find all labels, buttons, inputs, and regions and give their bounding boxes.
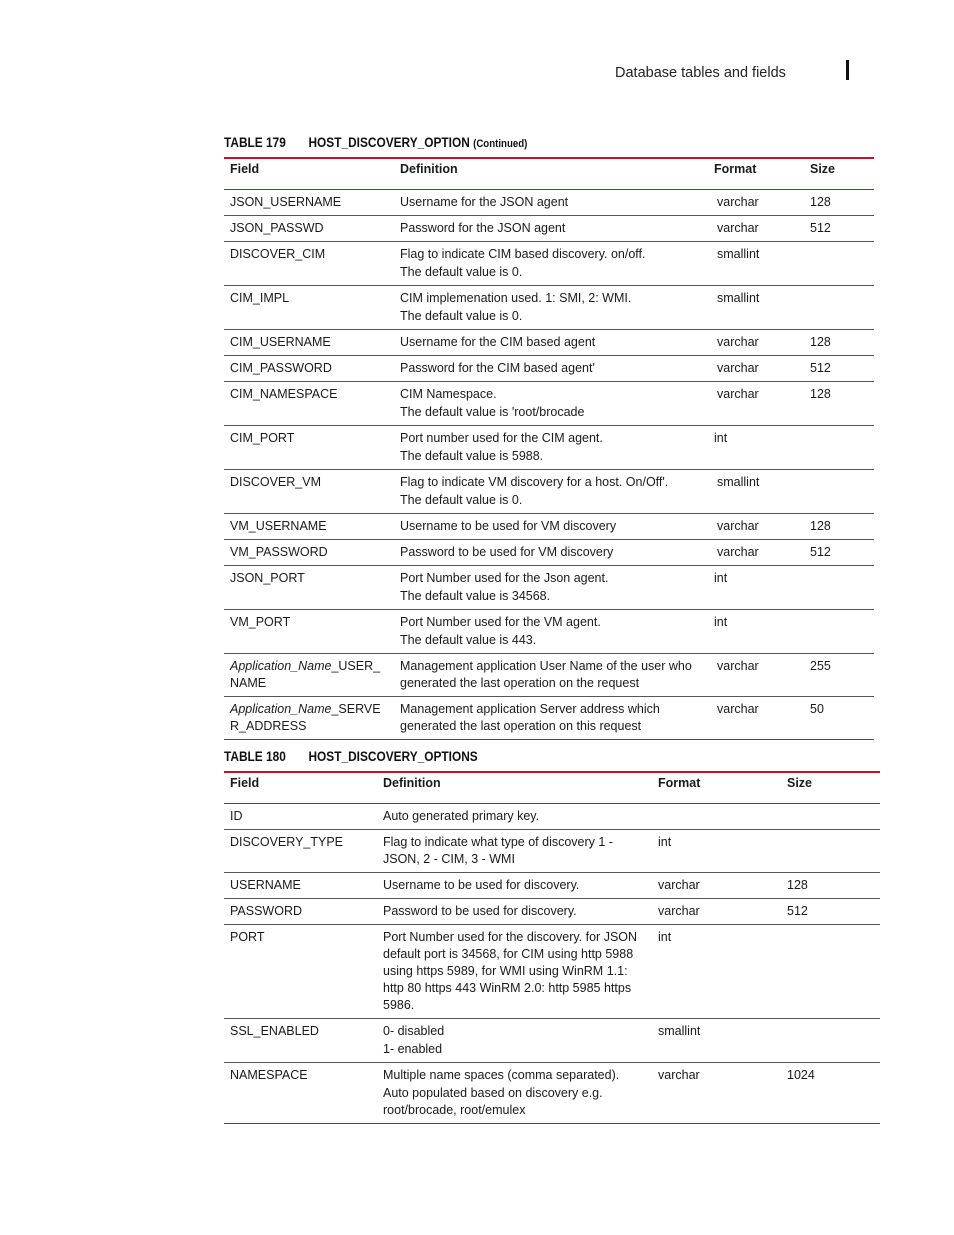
format-cell: smallint	[708, 286, 804, 330]
size-cell: 1024	[781, 1063, 880, 1124]
table-row	[224, 804, 880, 830]
definition-line: Password for the CIM based agent'	[400, 361, 595, 375]
definition-cell	[394, 190, 708, 216]
column-header-field: Field	[224, 772, 377, 804]
field-cell	[224, 470, 394, 514]
definition-line: Flag to indicate CIM based discovery. on/off.	[400, 247, 646, 261]
field-name: _SERVER_ADDRESS	[230, 702, 381, 733]
size-cell	[781, 804, 880, 830]
size-cell	[804, 286, 874, 330]
format-cell	[652, 804, 781, 830]
table-row	[224, 242, 874, 286]
table-row	[224, 1063, 880, 1124]
field-cell	[224, 242, 394, 286]
format-cell: varchar	[652, 873, 781, 899]
definition-cell	[377, 873, 652, 899]
field-name: DISCOVER_VM	[230, 475, 321, 489]
field-cell	[224, 830, 377, 873]
definition-cell	[377, 1063, 652, 1124]
definition-line: Username for the JSON agent	[400, 195, 569, 209]
table-row	[224, 1019, 880, 1063]
table-179-caption	[224, 135, 527, 150]
size-cell: 128	[781, 873, 880, 899]
format-cell: int	[652, 830, 781, 873]
definition-cell	[377, 925, 652, 1019]
format-cell: int	[708, 426, 804, 470]
table-row	[224, 286, 874, 330]
definition-line: Port Number used for the discovery. for JSON default port is 34568, for CIM using http 5988 using https 5989, for WMI using WinRM 1.1: http 80 https 443 WinRM 2.0: http 5985 https 5986.	[383, 930, 638, 1012]
table-row	[224, 830, 880, 873]
field-cell	[224, 610, 394, 654]
field-name: DISCOVERY_TYPE	[230, 835, 344, 849]
size-cell: 512	[781, 899, 880, 925]
size-cell	[804, 426, 874, 470]
definition-cell	[394, 286, 708, 330]
definition-line: CIM implemenation used. 1: SMI, 2: WMI.	[400, 291, 632, 305]
size-cell	[804, 242, 874, 286]
table-179	[224, 157, 874, 740]
format-cell: varchar	[708, 330, 804, 356]
definition-line: Password for the JSON agent	[400, 221, 566, 235]
size-cell: 128	[804, 514, 874, 540]
table-180-label: TABLE 180	[224, 749, 286, 764]
field-cell	[224, 873, 377, 899]
column-header-definition: Definition	[394, 158, 708, 190]
table-row	[224, 540, 874, 566]
field-name: SSL_ENABLED	[230, 1024, 319, 1038]
size-cell	[781, 830, 880, 873]
format-cell: varchar	[708, 356, 804, 382]
format-cell: smallint	[708, 242, 804, 286]
table-row	[224, 514, 874, 540]
table-179-header-row	[224, 158, 874, 190]
format-cell: int	[708, 566, 804, 610]
size-cell	[781, 925, 880, 1019]
field-cell	[224, 426, 394, 470]
definition-line: Password to be used for VM discovery	[400, 545, 614, 559]
field-name: ID	[230, 809, 243, 823]
format-cell: varchar	[708, 540, 804, 566]
definition-cell	[394, 330, 708, 356]
field-name: JSON_PASSWD	[230, 221, 324, 235]
field-cell	[224, 514, 394, 540]
definition-cell	[394, 514, 708, 540]
column-header-definition: Definition	[377, 772, 652, 804]
table-180-header-row	[224, 772, 880, 804]
field-cell	[224, 654, 394, 697]
definition-line: Flag to indicate VM discovery for a host. On/Off'.	[400, 475, 669, 489]
header-marker-bar	[846, 60, 849, 80]
definition-line: Management application User Name of the user who generated the last operation on the request	[400, 659, 692, 690]
format-cell: varchar	[652, 899, 781, 925]
field-name: CIM_IMPL	[230, 291, 290, 305]
table-row	[224, 356, 874, 382]
field-name: CIM_USERNAME	[230, 335, 331, 349]
definition-cell	[377, 830, 652, 873]
size-cell	[804, 610, 874, 654]
field-name: JSON_PORT	[230, 571, 305, 585]
field-cell	[224, 1019, 377, 1063]
format-cell: smallint	[708, 470, 804, 514]
definition-line: The default value is 5988.	[400, 449, 544, 463]
definition-cell	[394, 242, 708, 286]
definition-line: Username for the CIM based agent	[400, 335, 596, 349]
field-name: CIM_PASSWORD	[230, 361, 332, 375]
definition-cell	[394, 382, 708, 426]
table-row	[224, 654, 874, 697]
definition-cell	[377, 899, 652, 925]
definition-line: CIM Namespace.	[400, 387, 497, 401]
field-name: CIM_PORT	[230, 431, 295, 445]
size-cell	[781, 1019, 880, 1063]
field-name: VM_USERNAME	[230, 519, 327, 533]
table-row	[224, 610, 874, 654]
table-180	[224, 771, 880, 1124]
format-cell: varchar	[708, 697, 804, 740]
format-cell: varchar	[708, 514, 804, 540]
field-cell	[224, 382, 394, 426]
size-cell	[804, 566, 874, 610]
definition-line: The default value is 0.	[400, 265, 523, 279]
format-cell: smallint	[652, 1019, 781, 1063]
definition-line: Flag to indicate what type of discovery 1 - JSON, 2 - CIM, 3 - WMI	[383, 835, 613, 866]
size-cell	[804, 470, 874, 514]
field-name: NAMESPACE	[230, 1068, 308, 1082]
field-name: USERNAME	[230, 878, 301, 892]
definition-line: Port number used for the CIM agent.	[400, 431, 603, 445]
table-row	[224, 566, 874, 610]
column-header-format: Format	[708, 158, 804, 190]
column-header-format: Format	[652, 772, 781, 804]
field-cell	[224, 566, 394, 610]
format-cell: varchar	[708, 190, 804, 216]
definition-line: Username to be used for discovery.	[383, 878, 580, 892]
column-header-field: Field	[224, 158, 394, 190]
definition-line: The default value is 443.	[400, 633, 537, 647]
table-row	[224, 330, 874, 356]
definition-line: Auto populated based on discovery e.g. root/brocade, root/emulex	[383, 1086, 603, 1117]
definition-line: Multiple name spaces (comma separated).	[383, 1068, 620, 1082]
definition-cell	[394, 654, 708, 697]
definition-line: Port Number used for the Json agent.	[400, 571, 609, 585]
field-name-italic: Application_Name	[230, 659, 332, 673]
format-cell: varchar	[708, 654, 804, 697]
table-179-continued: (Continued)	[473, 138, 528, 150]
format-cell: varchar	[708, 382, 804, 426]
field-name: JSON_USERNAME	[230, 195, 342, 209]
definition-cell	[394, 697, 708, 740]
field-name: VM_PORT	[230, 615, 291, 629]
definition-line: The default value is 0.	[400, 493, 523, 507]
table-row	[224, 697, 874, 740]
definition-line: 1- enabled	[383, 1042, 443, 1056]
field-name: _USER_NAME	[230, 659, 381, 690]
table-row	[224, 899, 880, 925]
table-180-name: HOST_DISCOVERY_OPTIONS	[308, 749, 478, 764]
format-cell: varchar	[708, 216, 804, 242]
field-cell	[224, 804, 377, 830]
definition-line: Port Number used for the VM agent.	[400, 615, 601, 629]
table-row	[224, 925, 880, 1019]
size-cell: 128	[804, 330, 874, 356]
definition-line: The default value is 0.	[400, 309, 523, 323]
definition-cell	[394, 470, 708, 514]
size-cell: 128	[804, 382, 874, 426]
field-cell	[224, 356, 394, 382]
field-cell	[224, 899, 377, 925]
definition-line: Password to be used for discovery.	[383, 904, 577, 918]
size-cell: 128	[804, 190, 874, 216]
size-cell: 512	[804, 540, 874, 566]
definition-cell	[394, 566, 708, 610]
size-cell: 255	[804, 654, 874, 697]
field-cell	[224, 697, 394, 740]
field-name: CIM_NAMESPACE	[230, 387, 338, 401]
definition-line: The default value is 34568.	[400, 589, 551, 603]
definition-line: 0- disabled	[383, 1024, 445, 1038]
definition-cell	[394, 426, 708, 470]
table-row	[224, 190, 874, 216]
size-cell: 50	[804, 697, 874, 740]
column-header-size: Size	[804, 158, 874, 190]
field-cell	[224, 540, 394, 566]
field-cell	[224, 330, 394, 356]
column-header-size: Size	[781, 772, 880, 804]
table-row	[224, 382, 874, 426]
table-row	[224, 873, 880, 899]
size-cell: 512	[804, 216, 874, 242]
definition-cell	[394, 540, 708, 566]
field-cell	[224, 216, 394, 242]
table-179-name: HOST_DISCOVERY_OPTION	[308, 135, 470, 150]
field-name: VM_PASSWORD	[230, 545, 328, 559]
definition-line: The default value is 'root/brocade	[400, 405, 585, 419]
field-name-italic: Application_Name	[230, 702, 332, 716]
field-cell	[224, 925, 377, 1019]
definition-line: Management application Server address which generated the last operation on this request	[400, 702, 660, 733]
definition-cell	[377, 1019, 652, 1063]
table-row	[224, 426, 874, 470]
definition-cell	[394, 356, 708, 382]
format-cell: varchar	[652, 1063, 781, 1124]
field-cell	[224, 1063, 377, 1124]
table-row	[224, 470, 874, 514]
definition-line: Username to be used for VM discovery	[400, 519, 617, 533]
page-header-title: Database tables and fields	[615, 65, 786, 81]
definition-line: Auto generated primary key.	[383, 809, 540, 823]
field-cell	[224, 286, 394, 330]
field-cell	[224, 190, 394, 216]
definition-cell	[394, 216, 708, 242]
format-cell: int	[708, 610, 804, 654]
field-name: DISCOVER_CIM	[230, 247, 326, 261]
field-name: PORT	[230, 930, 265, 944]
definition-cell	[377, 804, 652, 830]
table-180-caption	[224, 749, 478, 764]
table-179-label: TABLE 179	[224, 135, 286, 150]
definition-cell	[394, 610, 708, 654]
format-cell: int	[652, 925, 781, 1019]
table-row	[224, 216, 874, 242]
field-name: PASSWORD	[230, 904, 302, 918]
size-cell: 512	[804, 356, 874, 382]
